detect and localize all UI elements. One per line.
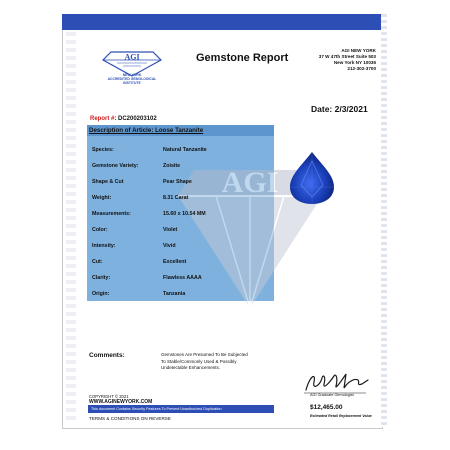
address-line-3: New York NY 10036 — [333, 60, 376, 65]
signature-caption: AGI Graduate Gemologist — [310, 393, 354, 397]
website-link[interactable]: WWW.AGINEWYORK.COM — [89, 398, 153, 405]
logo-line-2: ACCREDITED GEMOLOGICAL — [107, 77, 157, 82]
report-number-value: : DC200203102 — [114, 116, 157, 122]
row-value-weight: 8.31 Carat — [163, 195, 189, 201]
row-value-variety: Zoisite — [163, 163, 181, 169]
security-notice-text: This document Contains Security Features To Prevent Unauthorized Duplication — [91, 407, 222, 411]
row-label-variety: Gemstone Variety: — [92, 163, 139, 169]
copyright-block — [89, 394, 152, 405]
address-block — [318, 48, 376, 72]
page-title: Gemstone Report — [196, 52, 289, 64]
comments-line-3: Undetectable Enhancements. — [161, 365, 221, 371]
report-date: Date: 2/3/2021 — [311, 104, 368, 114]
comments-line-1: Gemstones Are Presumed To Be Subjected — [161, 352, 248, 357]
retail-value-label: Estimated Retail Replacement Value — [310, 414, 372, 418]
row-label-shape: Shape & Cut — [92, 179, 124, 185]
right-security-margin — [381, 14, 387, 427]
comments-line-2: To Stable/Commonly Used & Possibly — [161, 358, 237, 364]
left-security-margin — [66, 32, 76, 424]
tanzanite-gem-icon — [289, 151, 335, 205]
row-label-clarity: Clarity: — [92, 275, 111, 281]
address-line-2: 37 W 47th Street Suite 503 — [318, 54, 376, 59]
row-label-origin: Origin: — [92, 291, 110, 297]
logo-line-3: INSTITUTE — [123, 81, 141, 86]
svg-text:AGI: AGI — [221, 166, 279, 199]
row-value-intensity: Vivid — [163, 243, 176, 249]
report-number-label: Report # — [90, 116, 115, 122]
logo-line-1: NEW YORK — [122, 73, 142, 77]
address-line-1: AGI NEW YORK — [341, 48, 376, 53]
copyright-text: COPYRIGHT © 2021 — [89, 394, 129, 399]
row-value-color: Violet — [163, 227, 178, 233]
row-value-cut: Excellent — [163, 259, 187, 265]
row-label-weight: Weight: — [92, 195, 112, 201]
terms-link[interactable]: TERMS & CONDITIONS ON REVERSE — [89, 416, 171, 421]
row-label-measurements: Measurements: — [92, 211, 131, 217]
row-label-species: Species: — [92, 147, 114, 153]
row-value-measurements: 15.60 x 10.54 MM — [163, 211, 206, 217]
comments-label: Comments: — [89, 352, 125, 359]
logo-letters: AGI — [124, 52, 140, 62]
comments-text — [161, 352, 265, 372]
top-blue-bar — [62, 14, 383, 30]
logo-caption — [100, 73, 164, 86]
retail-value: $12,465.00 — [310, 404, 343, 411]
row-label-intensity: Intensity: — [92, 243, 116, 249]
security-notice-bar — [88, 405, 274, 413]
description-heading: Description of Article: Loose Tanzanite — [87, 125, 274, 136]
row-value-species: Natural Tanzanite — [163, 147, 207, 153]
signature-icon — [300, 368, 372, 396]
report-number — [90, 116, 157, 122]
row-label-color: Color: — [92, 227, 108, 233]
address-line-4: 212-302-3700 — [347, 66, 376, 71]
row-label-cut: Cut: — [92, 259, 103, 265]
row-value-origin: Tanzania — [163, 291, 186, 297]
row-value-shape: Pear Shape — [163, 179, 192, 185]
row-value-clarity: Flawless AAAA — [163, 275, 202, 281]
